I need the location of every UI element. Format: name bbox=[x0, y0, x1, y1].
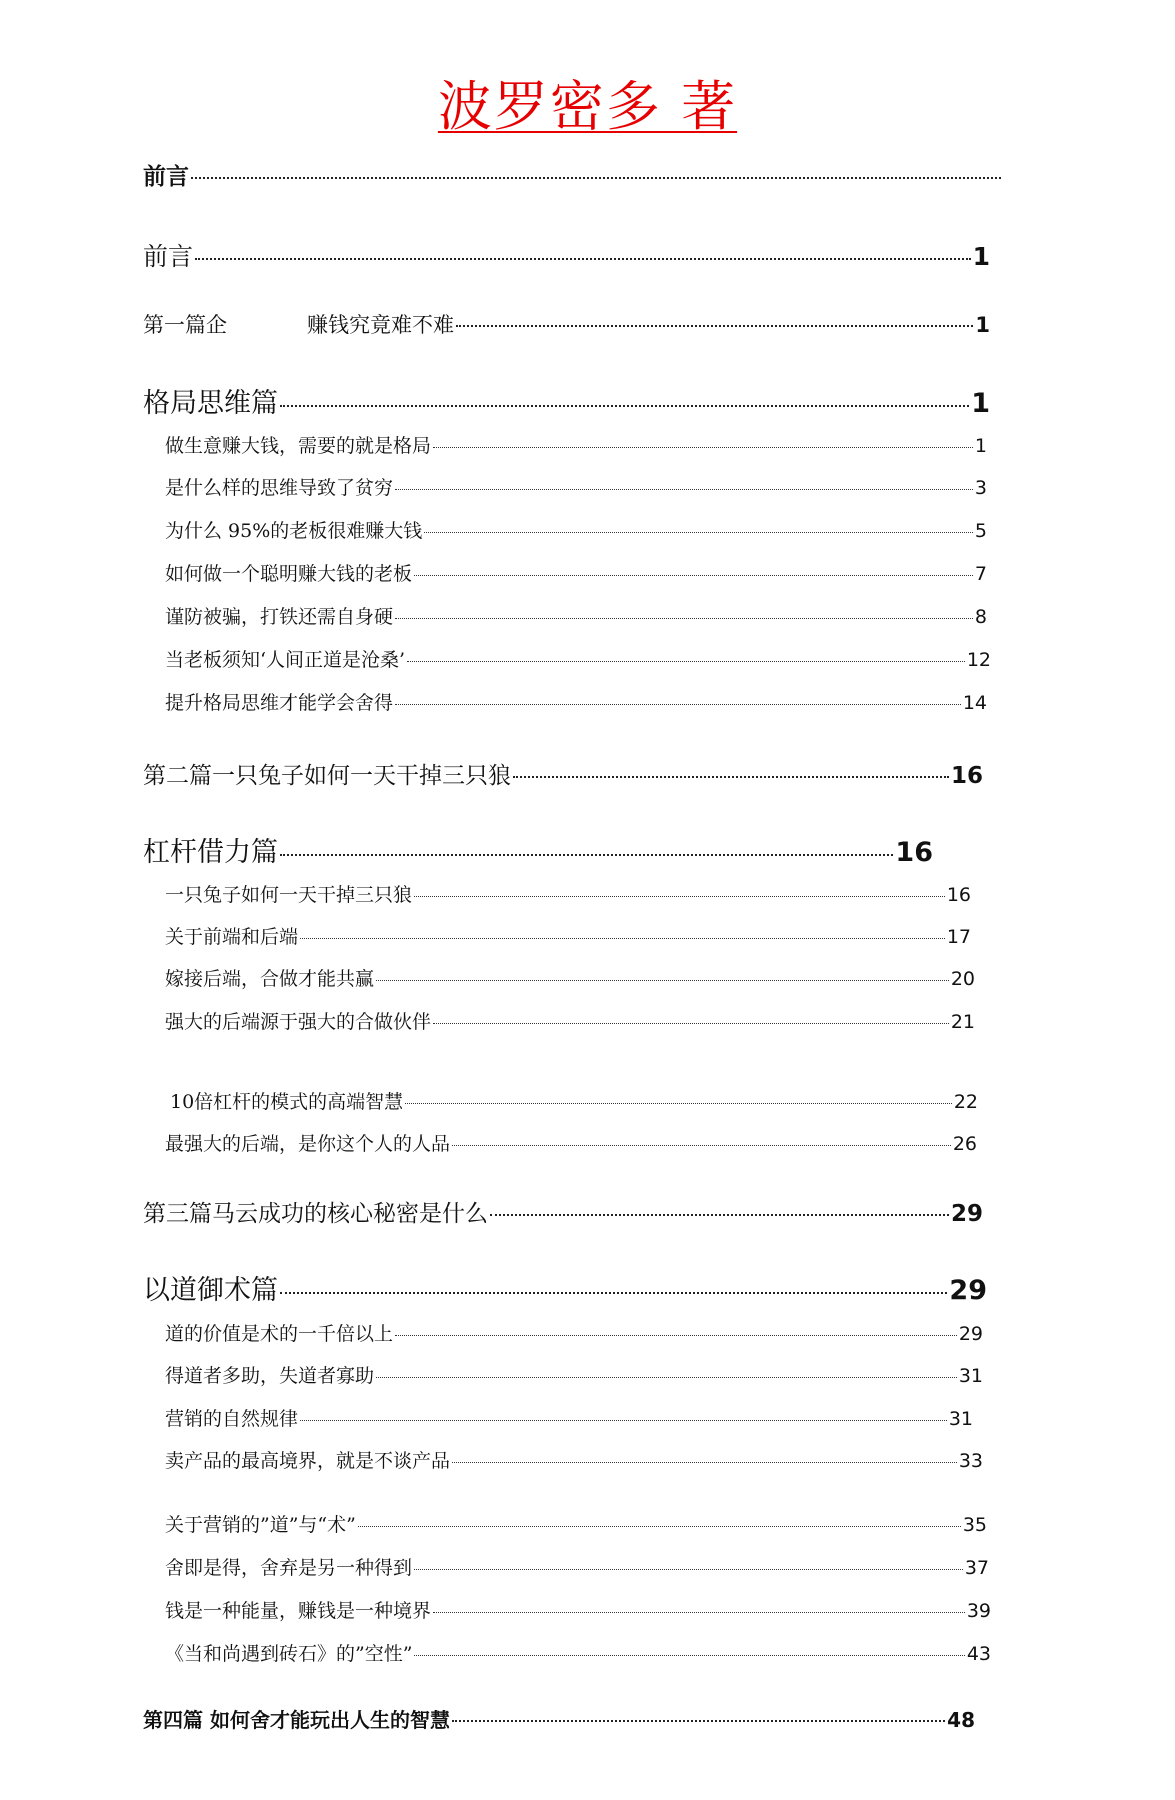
toc-leader bbox=[424, 532, 973, 533]
toc-entry[interactable] bbox=[165, 1510, 987, 1537]
toc-page-number: 1 bbox=[975, 313, 990, 337]
toc-leader bbox=[405, 1103, 952, 1104]
toc-page-number: 7 bbox=[974, 563, 987, 585]
toc-entry[interactable] bbox=[165, 1639, 991, 1666]
toc-leader bbox=[395, 489, 973, 490]
toc-page-number: 16 bbox=[895, 837, 933, 868]
toc-entry-text: 《当和尚遇到砖石》的”空性” bbox=[165, 1643, 413, 1665]
toc-page-number: 14 bbox=[962, 692, 987, 714]
toc-leader bbox=[358, 1526, 961, 1527]
toc-entry[interactable] bbox=[143, 1268, 987, 1307]
toc-page-number: 3 bbox=[974, 477, 987, 499]
toc-leader bbox=[395, 618, 973, 619]
toc-leader bbox=[407, 661, 965, 662]
toc-page-number: 8 bbox=[974, 606, 987, 628]
toc-leader bbox=[395, 1335, 957, 1336]
toc-leader bbox=[300, 1420, 947, 1421]
toc-leader bbox=[376, 980, 949, 981]
toc-page-number: 1 bbox=[974, 435, 987, 457]
toc-entry[interactable] bbox=[143, 237, 990, 273]
toc-leader bbox=[300, 938, 945, 939]
toc-entry-text: 强大的后端源于强大的合做伙伴 bbox=[165, 1011, 432, 1033]
toc-entry-text: 钱是一种能量，赚钱是一种境界 bbox=[165, 1600, 432, 1622]
toc-page-number: 29 bbox=[949, 1275, 987, 1306]
toc-page-number: 33 bbox=[958, 1450, 983, 1472]
toc-leader bbox=[191, 177, 1001, 179]
toc-entry-text: 前言 bbox=[143, 242, 194, 271]
toc-page-number: 1 bbox=[972, 242, 990, 271]
toc-page-number: 12 bbox=[966, 649, 991, 671]
toc-entry[interactable] bbox=[165, 964, 975, 991]
toc-entry[interactable] bbox=[165, 922, 971, 949]
toc-page-number: 1 bbox=[971, 388, 990, 419]
toc-entry-text: 第三篇马云成功的核心秘密是什么 bbox=[143, 1201, 488, 1227]
toc-entry[interactable] bbox=[143, 1195, 983, 1228]
toc-page-number: 39 bbox=[966, 1600, 991, 1622]
toc-page-number: 20 bbox=[950, 968, 975, 990]
toc-page-number: 48 bbox=[947, 1708, 975, 1732]
toc-entry[interactable] bbox=[165, 602, 987, 629]
toc-leader bbox=[452, 1462, 957, 1463]
toc-leader bbox=[280, 405, 969, 407]
toc-leader bbox=[414, 575, 973, 576]
toc-entry-text: 当老板须知‘人间正道是沧桑’ bbox=[165, 649, 406, 671]
toc-entry[interactable] bbox=[165, 1129, 977, 1156]
toc-entry-text: 一只兔子如何一天干掉三只狼 bbox=[165, 884, 413, 906]
toc-entry[interactable] bbox=[165, 1446, 983, 1473]
toc-entry-text: 卖产品的最高境界，就是不谈产品 bbox=[165, 1450, 451, 1472]
toc-entry-text: 得道者多助，失道者寡助 bbox=[165, 1365, 375, 1387]
toc-entry-text: 第四篇 如何舍才能玩出人生的智慧 bbox=[143, 1708, 450, 1732]
toc-entry-text: 嫁接后端，合做才能共赢 bbox=[165, 968, 375, 990]
toc-leader bbox=[433, 1023, 949, 1024]
toc-leader bbox=[414, 1569, 963, 1570]
toc-entry[interactable] bbox=[165, 516, 987, 543]
toc-page-number: 21 bbox=[950, 1011, 975, 1033]
toc-leader bbox=[433, 1612, 965, 1613]
toc-page-number: 16 bbox=[946, 884, 971, 906]
toc-entry[interactable] bbox=[165, 880, 971, 907]
toc-entry-text: 关于前端和后端 bbox=[165, 926, 299, 948]
toc-page-number: 17 bbox=[946, 926, 971, 948]
toc-entry-text: 前言 bbox=[143, 164, 189, 190]
toc-page-number: 22 bbox=[953, 1091, 978, 1113]
toc-entry[interactable] bbox=[165, 688, 987, 715]
toc-entry-text: 10倍杠杆的模式的高端智慧 bbox=[170, 1091, 404, 1113]
toc-entry[interactable] bbox=[143, 830, 933, 869]
toc-entry-text: 营销的自然规律 bbox=[165, 1408, 299, 1430]
toc-page-number: 31 bbox=[948, 1408, 973, 1430]
toc-entry-text: 谨防被骗，打铁还需自身硬 bbox=[165, 606, 394, 628]
toc-leader bbox=[490, 1214, 949, 1216]
toc-entry-text: 第一篇企 bbox=[143, 313, 227, 337]
toc-leader bbox=[280, 1292, 947, 1294]
toc-page-number: 43 bbox=[966, 1643, 991, 1665]
toc-leader bbox=[280, 854, 893, 856]
toc-leader bbox=[452, 1720, 945, 1722]
toc-leader bbox=[433, 447, 973, 448]
toc-entry-text: 做生意赚大钱，需要的就是格局 bbox=[165, 435, 432, 457]
toc-leader bbox=[414, 896, 945, 897]
toc-page-number: 29 bbox=[958, 1323, 983, 1345]
toc-page-number: 37 bbox=[964, 1557, 989, 1579]
toc-entry[interactable] bbox=[165, 559, 987, 586]
toc-leader bbox=[414, 1655, 964, 1656]
toc-entry[interactable] bbox=[165, 1404, 973, 1431]
toc-entry[interactable] bbox=[143, 309, 990, 339]
toc-entry-text: 格局思维篇 bbox=[143, 388, 278, 419]
toc-entry[interactable] bbox=[165, 1596, 991, 1623]
toc-entry[interactable] bbox=[165, 431, 987, 458]
toc-entry[interactable] bbox=[165, 1319, 983, 1346]
toc-entry-text: 最强大的后端，是你这个人的人品 bbox=[165, 1133, 451, 1155]
toc-entry-text: 道的价值是术的一千倍以上 bbox=[165, 1323, 394, 1345]
toc-page-number: 31 bbox=[958, 1365, 983, 1387]
toc-page-number: 35 bbox=[962, 1514, 987, 1536]
toc-entry[interactable] bbox=[143, 1704, 975, 1733]
toc-entry-text: 如何做一个聪明赚大钱的老板 bbox=[165, 563, 413, 585]
toc-leader bbox=[395, 704, 961, 705]
toc-entry[interactable] bbox=[143, 158, 1003, 191]
toc-entry[interactable] bbox=[165, 1007, 975, 1034]
toc-entry-text: 是什么样的思维导致了贫穷 bbox=[165, 477, 394, 499]
toc-leader bbox=[456, 325, 973, 327]
toc-entry-text: 杠杆借力篇 bbox=[143, 837, 278, 868]
toc-entry[interactable] bbox=[143, 381, 990, 420]
toc-entry[interactable] bbox=[165, 473, 987, 500]
toc-page-number: 26 bbox=[952, 1133, 977, 1155]
toc-leader bbox=[513, 776, 949, 778]
toc-entry-text: 提升格局思维才能学会舍得 bbox=[165, 692, 394, 714]
toc-entry[interactable] bbox=[170, 1087, 978, 1114]
toc-leader bbox=[195, 258, 971, 260]
toc-page-number: 29 bbox=[950, 1201, 983, 1227]
toc-entry-text: 以道御术篇 bbox=[143, 1275, 278, 1306]
toc-entry[interactable] bbox=[143, 757, 983, 790]
toc-entry-text: 第二篇一只兔子如何一天干掉三只狼 bbox=[143, 763, 511, 789]
toc-leader bbox=[452, 1145, 951, 1146]
toc-entry-subtitle: 赚钱究竟难不难 bbox=[307, 313, 454, 337]
toc-entry[interactable] bbox=[165, 645, 991, 672]
toc-page-number: 16 bbox=[950, 763, 983, 789]
toc-entry-text: 关于营销的”道”与“术” bbox=[165, 1514, 356, 1536]
toc-entry[interactable] bbox=[165, 1361, 983, 1388]
document-title: 波罗密多 著 bbox=[437, 75, 738, 138]
toc-entry-text: 舍即是得，舍弃是另一种得到 bbox=[165, 1557, 413, 1579]
toc-entry[interactable] bbox=[165, 1553, 989, 1580]
toc-page-number: 5 bbox=[974, 520, 987, 542]
toc-leader bbox=[376, 1377, 957, 1378]
toc-entry-text: 为什么 95%的老板很难赚大钱 bbox=[165, 520, 423, 542]
